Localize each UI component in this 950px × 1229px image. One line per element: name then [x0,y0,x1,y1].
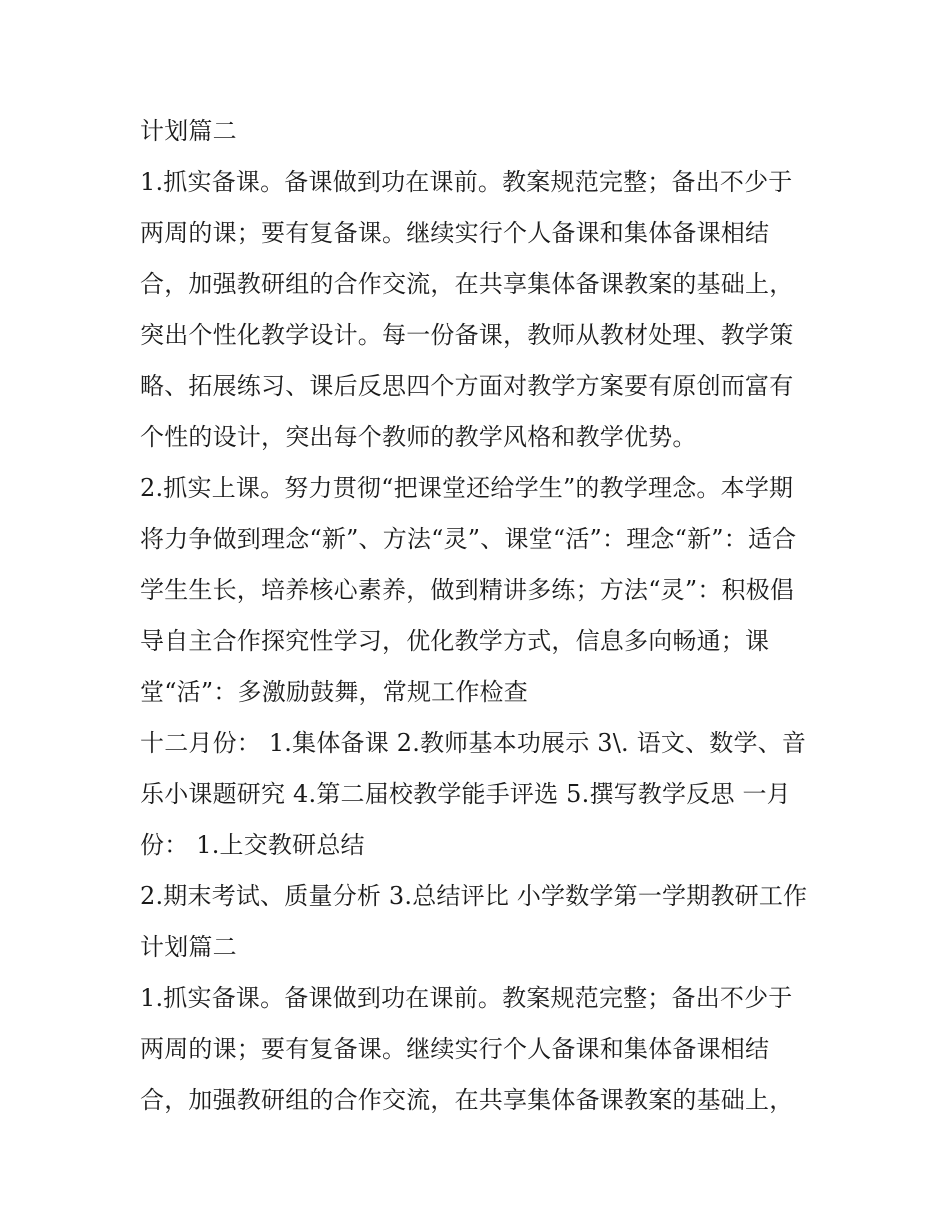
text-line: 学生生长，培养核心素养，做到精讲多练；方法“灵”：积极倡 [140,576,795,604]
text-line: 1.抓实备课。备课做到功在课前。教案规范完整；备出不少于 [140,984,793,1012]
text-line: 计划篇二 [140,933,237,961]
text-line: 2.期末考试、质量分析 3.总结评比 小学数学第一学期教研工作 [140,882,808,910]
text-line: 乐小课题研究 4.第二届校教学能手评选 5.撰写教学反思 一月 [140,780,791,808]
text-line: 堂“活”：多激励鼓舞，常规工作检查 [140,678,528,706]
text-line: 合，加强教研组的合作交流，在共享集体备课教案的基础上， [140,1086,794,1114]
text-line: 略、拓展练习、课后反思四个方面对教学方案要有原创而富有 [140,372,794,400]
text-line: 两周的课；要有复备课。继续实行个人备课和集体备课相结 [140,1035,770,1063]
text-line: 十二月份： 1.集体备课 2.教师基本功展示 3\. 语文、数学、音 [140,729,807,757]
text-line: 将力争做到理念“新”、方法“灵”、课堂“活”：理念“新”：适合 [140,525,797,553]
text-line: 突出个性化教学设计。每一份备课，教师从教材处理、教学策 [140,321,794,349]
text-line: 2.抓实上课。努力贯彻“把课堂还给学生”的教学理念。本学期 [140,474,794,502]
text-line: 计划篇二 [140,117,237,145]
text-line: 两周的课；要有复备课。继续实行个人备课和集体备课相结 [140,219,770,247]
text-line: 份： 1.上交教研总结 [140,831,365,859]
text-line: 合，加强教研组的合作交流，在共享集体备课教案的基础上， [140,270,794,298]
text-line: 导自主合作探究性学习，优化教学方式，信息多向畅通；课 [140,627,770,655]
text-line: 个性的设计，突出每个教师的教学风格和教学优势。 [140,423,697,451]
document-body [140,106,820,1126]
text-line: 1.抓实备课。备课做到功在课前。教案规范完整；备出不少于 [140,168,793,196]
